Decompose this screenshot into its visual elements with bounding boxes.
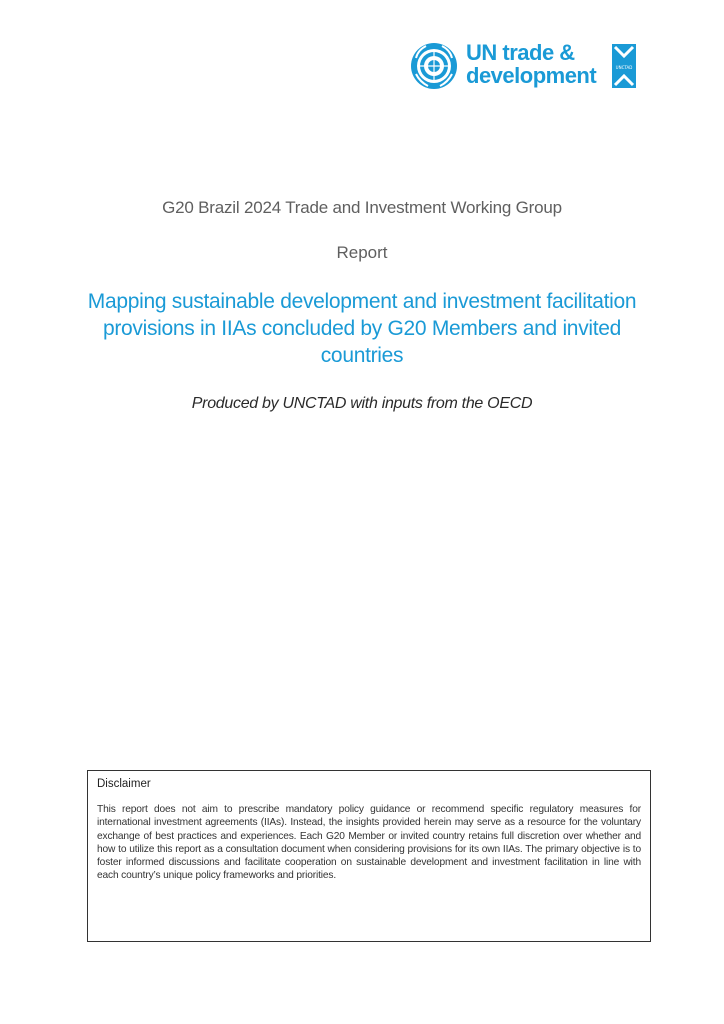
document-type: Report <box>336 243 388 262</box>
svg-text:UNCTAD: UNCTAD <box>615 65 633 70</box>
disclaimer-heading: Disclaimer <box>97 778 151 790</box>
disclaimer-box <box>87 770 651 942</box>
logo-wordmark <box>466 42 616 88</box>
produced-by-line: Produced by UNCTAD with inputs from the OECD <box>191 395 533 412</box>
disclaimer-text: This report does not aim to prescribe mandatory policy guidance or recommend specific regulatory measures for international investment agreements (IIAs). Instead, the insights provided herein may serve as a resource for the voluntary exchange of best practices and experiences. Each G20 Member or invited country retains full discretion over whether and how to utilize this report as a consultation document when considering provisions for its own IIAs. The primary objective is to foster informed discussions and facilitate cooperation on sustainable development and investment facilitation in line with each country’s unique policy frameworks and priorities. <box>97 804 641 882</box>
unctad-logo <box>410 42 638 90</box>
logo-line-2: development <box>466 63 597 88</box>
un-emblem-icon <box>410 42 458 90</box>
report-title: Mapping sustainable development and investment facilitation provisions in IIAs concluded by G20 Members and invited countries <box>87 290 637 367</box>
logo-line-1: UN trade & <box>466 40 575 65</box>
unctad-mark-icon <box>612 44 636 88</box>
working-group-title: G20 Brazil 2024 Trade and Investment Working Group <box>162 198 562 217</box>
